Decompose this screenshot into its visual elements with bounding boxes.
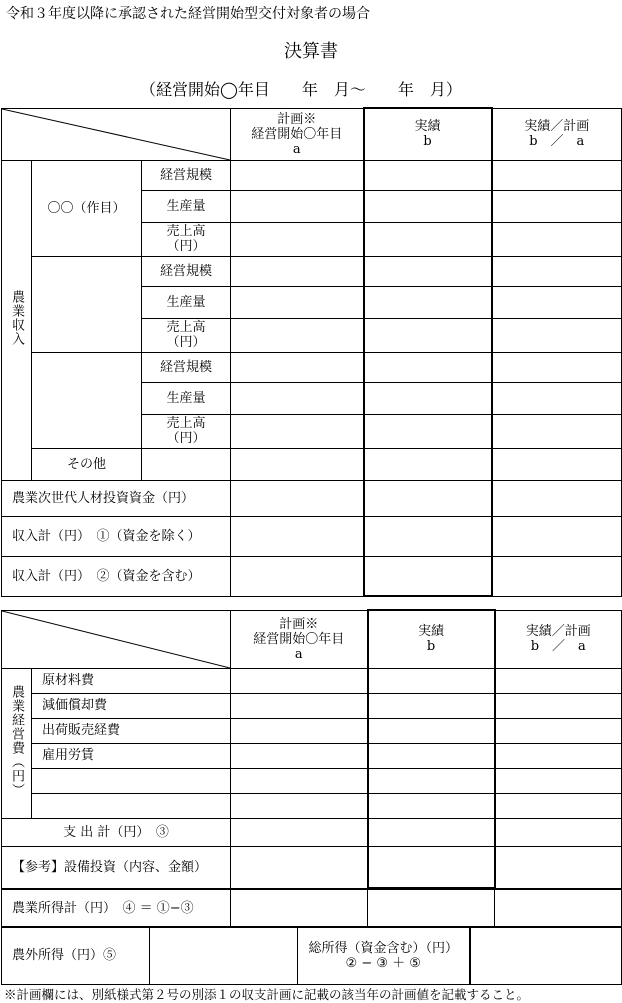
cell[interactable]	[231, 352, 364, 382]
row-label-income-total-1: 収入計（円） ①（資金を除く）	[2, 516, 231, 556]
cell[interactable]	[368, 718, 495, 743]
cell[interactable]	[495, 846, 622, 888]
cell[interactable]	[364, 222, 492, 256]
row-label-nonfarm-income: 農外所得（円）⑤	[2, 927, 150, 985]
cell[interactable]	[364, 480, 492, 516]
cell[interactable]	[364, 382, 492, 414]
row-label-sales: 売上高 （円）	[142, 222, 231, 256]
row-label-other: その他	[32, 448, 142, 480]
cell[interactable]	[492, 318, 622, 352]
cell[interactable]	[231, 818, 368, 846]
cell[interactable]	[364, 516, 492, 556]
cell[interactable]	[492, 480, 622, 516]
cell[interactable]	[495, 693, 622, 718]
row-label-sales: 売上高 （円）	[142, 414, 231, 448]
cell[interactable]	[492, 222, 622, 256]
crop-label-blank[interactable]	[32, 352, 142, 448]
cell[interactable]	[492, 286, 622, 318]
cell[interactable]	[368, 743, 495, 768]
cell[interactable]	[231, 768, 368, 793]
cell[interactable]	[231, 286, 364, 318]
header-diagonal-cell	[2, 108, 231, 160]
cell[interactable]	[231, 668, 368, 693]
cell[interactable]	[495, 743, 622, 768]
cell[interactable]	[492, 556, 622, 596]
income-table	[1, 107, 622, 597]
cell[interactable]	[364, 160, 492, 190]
actual-header: 実績 b	[368, 610, 495, 668]
cell[interactable]	[231, 190, 364, 222]
ratio-header: 実績／計画 b ／ a	[492, 108, 622, 160]
expense-table	[1, 609, 622, 889]
row-label-production: 生産量	[142, 286, 231, 318]
cell[interactable]	[492, 516, 622, 556]
cell[interactable]	[231, 256, 364, 286]
cell[interactable]	[364, 352, 492, 382]
cell[interactable]	[364, 414, 492, 448]
cell[interactable]	[470, 927, 622, 985]
farm-income-table	[1, 888, 622, 928]
crop-label: 〇〇（作目）	[32, 160, 142, 256]
cell[interactable]	[368, 793, 495, 818]
cell[interactable]	[231, 480, 364, 516]
cell[interactable]	[495, 818, 622, 846]
row-label-blank[interactable]	[32, 768, 231, 793]
row-label-production: 生産量	[142, 382, 231, 414]
period-line: （経営開始◯年目 年 月〜 年 月）	[140, 80, 462, 99]
cell[interactable]	[492, 448, 622, 480]
cell[interactable]	[495, 768, 622, 793]
cell[interactable]	[364, 256, 492, 286]
row-label-capex-reference: 【参考】設備投資（内容、金額）	[2, 846, 231, 888]
cell[interactable]	[364, 556, 492, 596]
cell[interactable]	[231, 718, 368, 743]
row-label-scale: 経営規模	[142, 160, 231, 190]
row-label-depreciation: 減価償却費	[32, 693, 231, 718]
farm-expense-group-label: 農業経営費（円）	[2, 668, 32, 818]
cell[interactable]	[150, 927, 298, 985]
row-label-wages: 雇用労賃	[32, 743, 231, 768]
cell[interactable]	[364, 190, 492, 222]
header-diagonal-cell	[2, 610, 231, 668]
cell[interactable]	[492, 190, 622, 222]
cell[interactable]	[495, 793, 622, 818]
cell[interactable]	[492, 382, 622, 414]
cell[interactable]	[368, 818, 495, 846]
cell[interactable]	[231, 793, 368, 818]
cell[interactable]	[231, 414, 364, 448]
ratio-header: 実績／計画 b ／ a	[495, 610, 622, 668]
cell[interactable]	[231, 160, 364, 190]
actual-header: 実績 b	[364, 108, 492, 160]
cell[interactable]	[364, 286, 492, 318]
row-label-income-total-2: 収入計（円） ②（資金を含む）	[2, 556, 231, 596]
cell[interactable]	[364, 318, 492, 352]
cell[interactable]	[368, 846, 495, 888]
row-label-expense-total: 支 出 計（円） ③	[2, 818, 231, 846]
cell[interactable]	[495, 889, 622, 927]
cell[interactable]	[495, 668, 622, 693]
row-label-sales: 売上高 （円）	[142, 318, 231, 352]
cell[interactable]	[231, 448, 364, 480]
cell[interactable]	[368, 889, 495, 927]
cell[interactable]	[368, 668, 495, 693]
cell[interactable]	[492, 414, 622, 448]
cell[interactable]	[364, 448, 492, 480]
cell[interactable]	[492, 256, 622, 286]
cell[interactable]	[231, 382, 364, 414]
row-label-blank[interactable]	[32, 793, 231, 818]
cell[interactable]	[231, 556, 364, 596]
plan-header: 計画※ 経営開始〇年目 a	[231, 108, 364, 160]
form-caption: 令和３年度以降に承認された経営開始型交付対象者の場合	[6, 6, 370, 22]
crop-label-blank[interactable]	[32, 256, 142, 352]
cell[interactable]	[231, 516, 364, 556]
row-label-scale: 経営規模	[142, 352, 231, 382]
row-label-subsidy: 農業次世代人材投資資金（円）	[2, 480, 231, 516]
cell[interactable]	[495, 718, 622, 743]
page-title: 決算書	[284, 41, 338, 62]
cell[interactable]	[231, 222, 364, 256]
row-label-farm-income: 農業所得計（円） ④ ＝ ①−③	[2, 889, 231, 927]
row-label-shipping: 出荷販売経費	[32, 718, 231, 743]
cell[interactable]	[492, 160, 622, 190]
cell[interactable]	[368, 693, 495, 718]
row-label-scale: 経営規模	[142, 256, 231, 286]
cell[interactable]	[142, 448, 231, 480]
row-label-materials: 原材料費	[32, 668, 231, 693]
cell[interactable]	[231, 743, 368, 768]
cell[interactable]	[492, 352, 622, 382]
cell[interactable]	[368, 768, 495, 793]
farm-income-group-label: 農業収入	[2, 160, 32, 480]
footnote: ※計画欄には、別紙様式第２号の別添１の収支計画に記載の該当年の計画値を記載すること。	[4, 987, 530, 1002]
cell[interactable]	[231, 889, 368, 927]
plan-header: 計画※ 経営開始〇年目 a	[231, 610, 368, 668]
cell[interactable]	[231, 846, 368, 888]
row-label-production: 生産量	[142, 190, 231, 222]
cell[interactable]	[231, 693, 368, 718]
row-label-total-income: 総所得（資金含む）（円） ② − ③ ＋ ⑤	[298, 927, 470, 985]
cell[interactable]	[231, 318, 364, 352]
total-income-table	[1, 926, 622, 985]
